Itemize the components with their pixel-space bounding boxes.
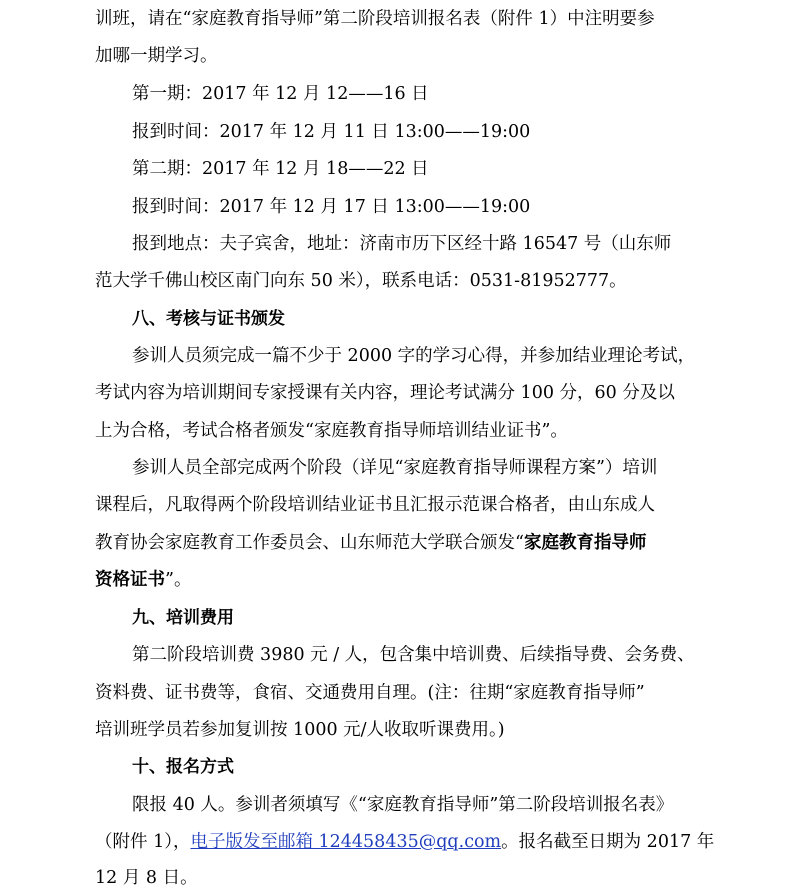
schedule-line: 报到时间：2017 年 12 月 11 日 13:00——19:00 [132,122,531,142]
paragraph-line: 考试内容为培训期间专家授课有关内容，理论考试满分 100 分，60 分及以 [95,383,675,403]
schedule-line: 第二期：2017 年 12 月 18——22 日 [132,159,429,179]
paragraph-line: 资格证书”。 [95,570,192,590]
paragraph-line: 报到地点：夫子宾舍，地址：济南市历下区经十路 16547 号（山东师 [132,234,672,254]
paragraph-line: 训班，请在“家庭教育指导师”第二阶段培训报名表（附件 1）中注明要参 [95,9,655,29]
paragraph-line: （附件 1），电子版发至邮箱 124458435@qq.com。报名截至日期为 2017 年 [95,832,715,852]
paragraph-line: 限报 40 人。参训者须填写《“家庭教育指导师”第二阶段培训报名表》 [132,795,674,815]
section-heading: 九、培训费用 [132,608,234,628]
section-heading: 十、报名方式 [132,757,234,777]
paragraph-line: 范大学千佛山校区南门向东 50 米），联系电话：0531-81952777。 [95,271,627,291]
paragraph-line: 课程后，凡取得两个阶段培训结业证书且汇报示范课合格者，由山东成人 [95,495,655,515]
paragraph-line: 加哪一期学习。 [95,46,218,66]
paragraph-line: 第二阶段培训费 3980 元 / 人，包含集中培训费、后续指导费、会务费、 [132,645,695,665]
section-heading: 八、考核与证书颁发 [132,309,285,329]
paragraph-line: 教育协会家庭教育工作委员会、山东师范大学联合颁发“家庭教育指导师 [95,533,647,553]
paragraph-line: 培训班学员若参加复训按 1000 元/人收取听课费用。) [95,720,505,740]
paragraph-line: 资料费、证书费等，食宿、交通费用自理。(注：往期“家庭教育指导师” [95,683,645,703]
certificate-name-bold: 家庭教育指导师 [523,533,647,553]
schedule-line: 第一期：2017 年 12 月 12——16 日 [132,84,429,104]
certificate-name-bold: 资格证书 [95,570,165,590]
paragraph-line: 12 月 8 日。 [95,868,198,888]
schedule-line: 报到时间：2017 年 12 月 17 日 13:00——19:00 [132,197,531,217]
paragraph-line: 参训人员须完成一篇不少于 2000 字的学习心得，并参加结业理论考试， [132,346,696,366]
email-link[interactable]: 电子版发至邮箱 124458435@qq.com [190,832,502,852]
paragraph-line: 上为合格，考试合格者颁发“家庭教育指导师培训结业证书”。 [95,421,568,441]
paragraph-line: 参训人员全部完成两个阶段（详见“家庭教育指导师课程方案”）培训 [132,458,658,478]
